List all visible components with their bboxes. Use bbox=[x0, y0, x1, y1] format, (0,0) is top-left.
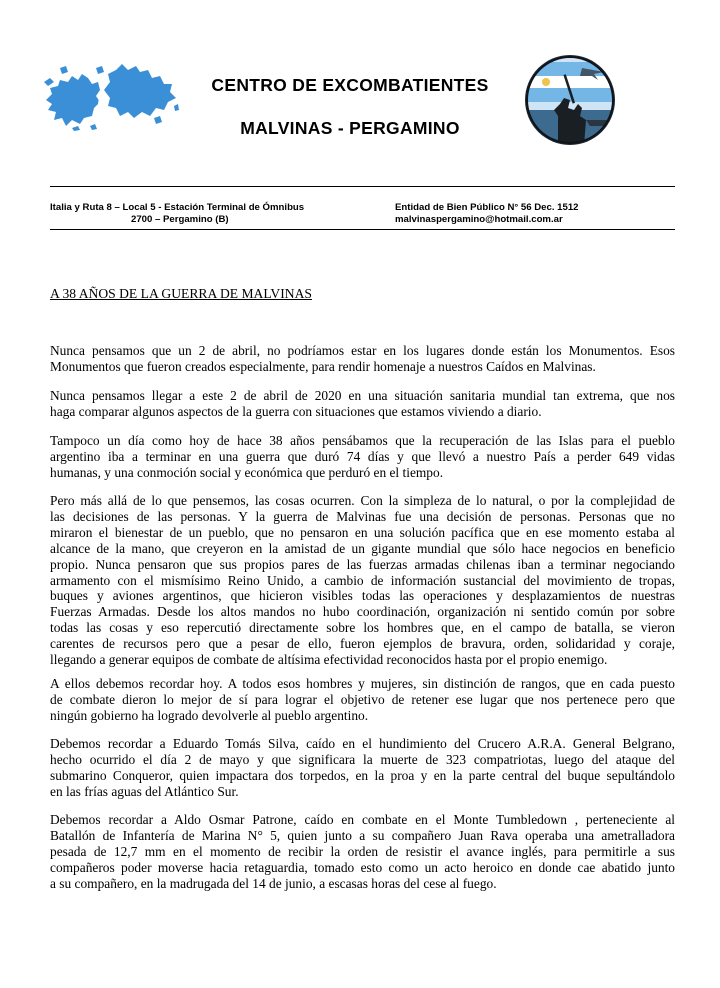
text-line: llegando a generar equipos de combate de altísima efectividad reconocidos hasta por el propio enemigo. bbox=[50, 652, 608, 668]
paragraph-3 bbox=[50, 433, 675, 481]
text-line: carentes de recursos pero que a pesar de ello, fueron ejemplos de bravura, orden, solidaridad y coraje, bbox=[50, 636, 675, 652]
text-line: argentino iba a terminar en una guerra que duró 74 días y que llevó a nuestro País a perder 649 vidas bbox=[50, 448, 675, 464]
address-line2: 2700 – Pergamino (B) bbox=[131, 214, 229, 225]
text-line: haga comparar algunos aspectos de la guerra con situaciones que estamos viviendo a diario. bbox=[50, 403, 542, 419]
malvinas-islands-map-icon bbox=[42, 60, 180, 132]
text-line: buques y aviones argentinos, que hicieron visibles todas las operaciones y desplazamientos de nuestras bbox=[50, 588, 675, 604]
organization-name-line2: MALVINAS - PERGAMINO bbox=[240, 118, 460, 138]
contact-email: malvinaspergamino@hotmail.com.ar bbox=[395, 214, 563, 225]
text-line: A ellos debemos recordar hoy. A todos esos hombres y mujeres, sin distinción de rangos, que en cada puesto bbox=[50, 676, 675, 691]
text-line: hecho ocurrido el día 2 de mayo y que significara la muerte de 323 compatriotas, luego del ataque del bbox=[50, 751, 675, 767]
paragraph-2 bbox=[50, 388, 675, 420]
text-line: compañeros poder moverse hacia retaguardia, tomado esto como un acto heroico en donde cae abatido junto bbox=[50, 859, 675, 875]
text-line: de combate dieron lo mejor de sí para lograr el objetivo de retener ese lugar que nos pertenece pero que bbox=[50, 691, 675, 707]
paragraph-7 bbox=[50, 812, 675, 892]
text-line: Fuerzas Armadas. Desde los altos mandos no hubo coordinación, organización ni sentido común por sobre bbox=[50, 604, 675, 620]
text-line: humanas, y una conmoción social y económica que perduró en el tiempo. bbox=[50, 464, 444, 480]
text-line: Monumentos que fueron creados especialmente, para rendir homenaje a nuestros Caídos en Malvinas. bbox=[50, 358, 596, 374]
text-line: Nunca pensamos llegar a este 2 de abril de 2020 en una situación sanitaria mundial tan extrema, que nos bbox=[50, 388, 675, 403]
paragraph-6 bbox=[50, 736, 675, 800]
text-line: propio. Nunca pensaron que sus propios pares de las fuerzas armadas chilenas iban a terminar negociando bbox=[50, 556, 675, 572]
text-line: Debemos recordar a Aldo Osmar Patrone, caído en combate en el Monte Tumbledown , perteneciente al bbox=[50, 812, 675, 827]
paragraph-5 bbox=[50, 676, 675, 724]
text-line: Debemos recordar a Eduardo Tomás Silva, caído en el hundimiento del Crucero A.R.A. General Belgrano, bbox=[50, 736, 675, 751]
article-title: A 38 AÑOS DE LA GUERRA DE MALVINAS bbox=[50, 286, 312, 301]
text-line: alcance de la mano, que creyeron en la amistad de un gigante mundial que sólo hace negocios en beneficio bbox=[50, 540, 675, 556]
text-line: Pero más allá de lo que pensemos, las cosas ocurren. Con la simpleza de lo natural, o por la complejidad de bbox=[50, 493, 675, 508]
organization-name-line1: CENTRO DE EXCOMBATIENTES bbox=[211, 75, 489, 95]
text-line: a su compañero, en la madrugada del 14 de junio, a escasas horas del cese al fuego. bbox=[50, 875, 497, 891]
text-line: Tampoco un día como hoy de hace 38 años pensábamos que la recuperación de las Islas para el pueblo bbox=[50, 433, 675, 448]
text-line: ningún gobierno ha logrado devolverle al pueblo argentino. bbox=[50, 707, 369, 723]
paragraph-1 bbox=[50, 343, 675, 375]
header-bottom-rule bbox=[50, 229, 675, 230]
text-line: Nunca pensamos que un 2 de abril, no podríamos estar en los lugares donde están los Monumentos. Esos bbox=[50, 343, 675, 358]
text-line: las decisiones de las personas. Y la guerra de Malvinas fue una decisión de personas. Personas que no bbox=[50, 508, 675, 524]
entity-registration: Entidad de Bien Público N° 56 Dec. 1512 bbox=[395, 202, 579, 213]
text-line: submarino Conqueror, quien impactara dos torpedos, en la proa y en la parte central del buque sepultándolo bbox=[50, 767, 675, 783]
text-line: todas las cosas y eso repercutió directamente sobre los hombres que, en el campo de batalla, se vieron bbox=[50, 620, 675, 636]
text-line: Batallón de Infantería de Marina N° 5, quien junto a su compañero Juan Rava operaba una ametralladora bbox=[50, 827, 675, 843]
header-top-rule bbox=[50, 186, 675, 187]
text-line: miraron el bienestar de un pueblo, que no pensaron en una solución pacífica que en ese momento estaba al bbox=[50, 524, 675, 540]
text-line: en las frías aguas del Atlántico Sur. bbox=[50, 783, 239, 799]
text-line: pesada de 12,7 mm en el momento de recibir la orden de resistir el avance inglés, para permitirle a sus bbox=[50, 843, 675, 859]
text-line: armamento con el mismísimo Reino Unido, a cambio de información sustancial del movimiento de tropas, bbox=[50, 572, 675, 588]
paragraph-4 bbox=[50, 493, 675, 668]
address-line1: Italia y Ruta 8 – Local 5 - Estación Terminal de Ómnibus bbox=[50, 202, 305, 213]
veterans-seal-icon bbox=[524, 54, 616, 146]
